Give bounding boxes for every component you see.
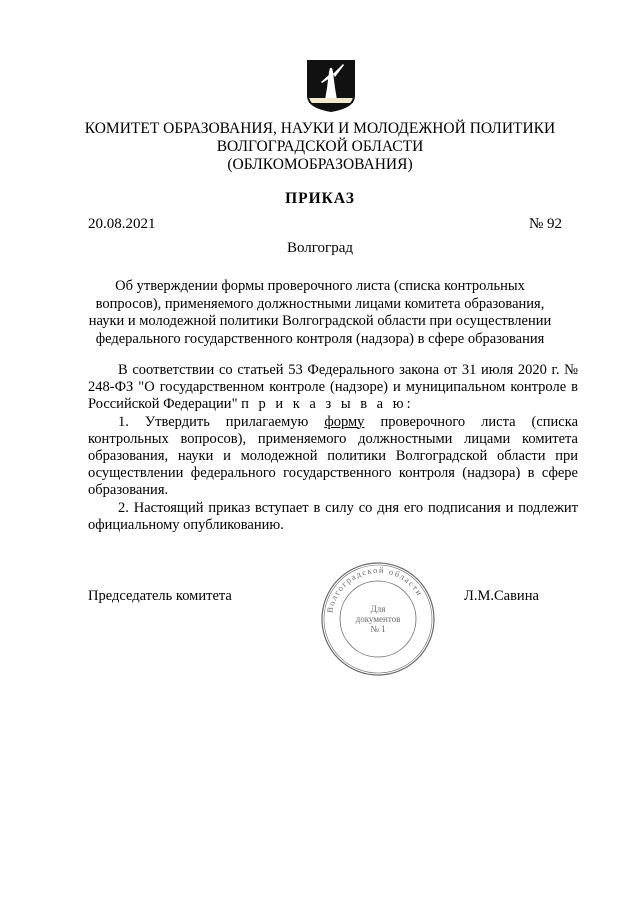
prikazyvayu-text: п р и к а з ы в а ю: [241,396,414,413]
order-body [88,362,578,534]
subject-line-1: Об утверждении формы проверочного листа (списка контрольных [115,278,525,294]
order-subject [60,278,580,348]
org-line-3: (ОБЛКОМОБРАЗОВАНИЯ) [227,156,413,173]
stamp-ring-text: Волгоградской области [324,564,426,614]
stamp-inner-line-2: документов [355,614,401,624]
preamble-paragraph [88,362,578,414]
signatory-position: Председатель комитета [88,588,232,604]
stamp-inner-line-1: Для [370,604,386,614]
document-type: ПРИКАЗ [285,190,355,207]
form-link[interactable]: форму [324,413,365,430]
official-stamp [318,560,438,678]
subject-line-4: федерального государственного контроля (надзора) в сфере образования [95,330,545,347]
document-date: 20.08.2021 [88,216,156,232]
order-item-1 [88,414,578,500]
preamble-text: В соответствии со статьей 53 Федерального закона от 31 июля 2020 г. № 248-ФЗ "О государственном контроле (надзоре) и муниципальном контроле в Российской Федерации" [88,362,578,413]
item1-text-b: проверочного листа (списка контрольных вопросов), применяемого должностными лицами комитета образования, науки и молодежной политики Волгоградской области при осуществлении федерального государственного контроля (надзора) в сфере образования. [88,413,579,499]
volgograd-emblem-icon [305,58,357,114]
order-item-2: 2. Настоящий приказ вступает в силу со дня его подписания и подлежит официальному опубликованию. [88,499,578,533]
subject-line-3: науки и молодежной политики Волгоградской области при осуществлении [88,313,552,329]
org-line-1: КОМИТЕТ ОБРАЗОВАНИЯ, НАУКИ И МОЛОДЕЖНОЙ ПОЛИТИКИ [84,120,556,137]
city: Волгоград [286,240,353,256]
organization-name [60,120,580,174]
item1-text-a: 1. Утвердить прилагаемую [118,413,309,430]
signatory-name: Л.М.Савина [464,588,539,604]
subject-line-2: вопросов), применяемого должностными лицами комитета образования, [95,295,545,312]
org-line-2: ВОЛГОГРАДСКОЙ ОБЛАСТИ [216,138,424,155]
document-number: № 92 [528,216,562,232]
stamp-inner-line-3: № 1 [370,624,386,634]
